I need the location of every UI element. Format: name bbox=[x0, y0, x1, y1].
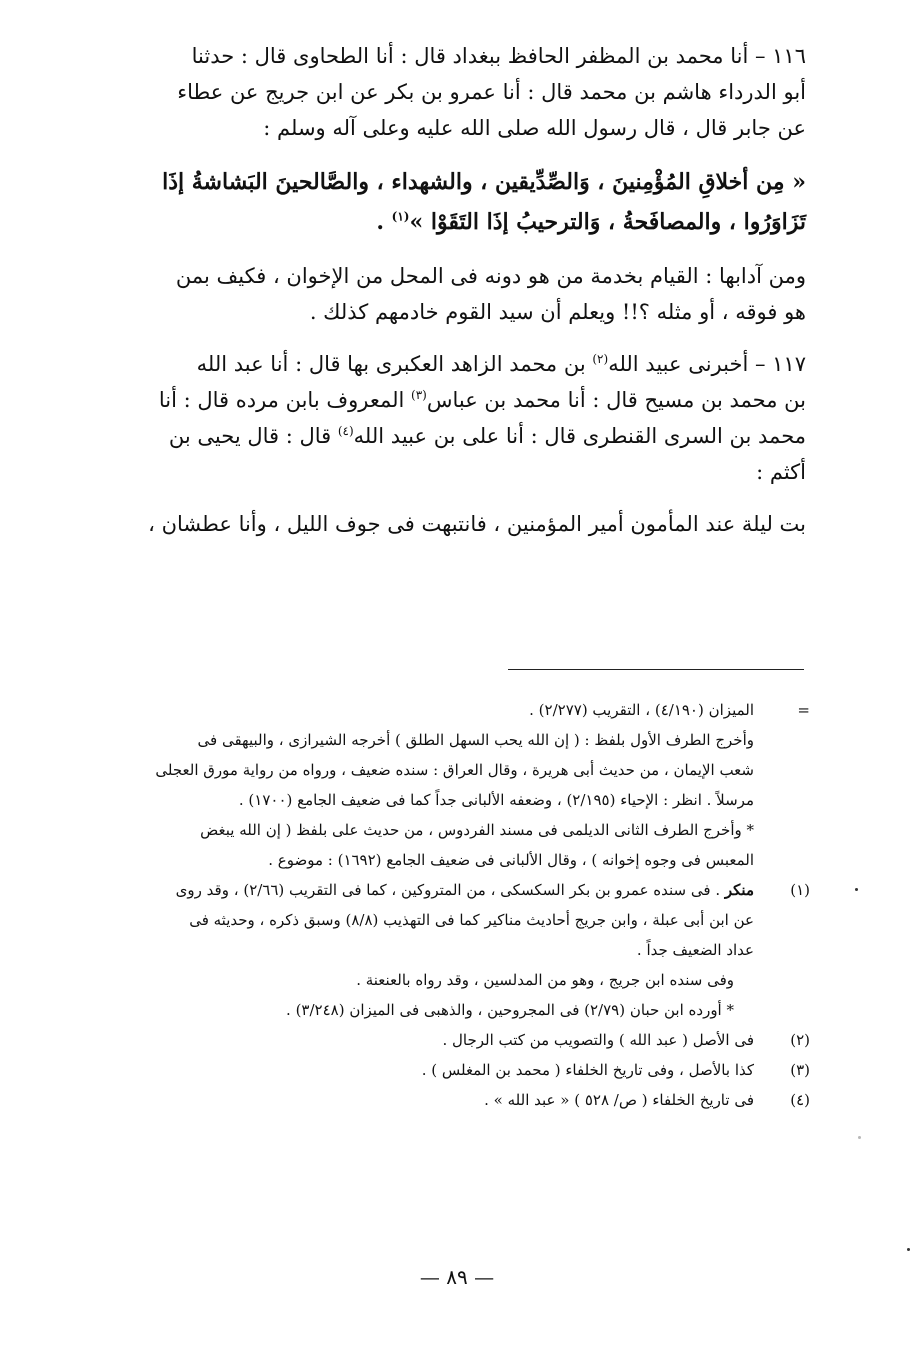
scan-speck bbox=[907, 1248, 910, 1251]
footnote-ref-4: (٤) bbox=[337, 424, 354, 438]
footnote-number: (٢) bbox=[790, 1031, 810, 1049]
line: ومن آدابها : القيام بخدمة من هو دونه فى المحل من الإخوان ، فكيف بمن bbox=[175, 264, 806, 288]
footnote-1-c: * أورده ابن حبان (٢/٧٩) فى المجروحين ، والذهبى فى الميزان (٣/٢٤٨) . bbox=[286, 1001, 734, 1019]
footnote-1-b: وفى سنده ابن جريج ، وهو من المدلسين ، وقد رواه بالعنعنة . bbox=[356, 971, 734, 989]
footnote-continued bbox=[92, 695, 810, 725]
scan-speck bbox=[855, 888, 858, 891]
line: تَزَاوَرُوا ، والمصافَحةُ ، وَالترحيبُ إذَا التَقَوْا » bbox=[409, 209, 806, 235]
footnote-continued-2 bbox=[92, 725, 810, 815]
footnote-text: كذا بالأصل ، وفى تاريخ الخلفاء ( محمد بن المغلس ) . bbox=[421, 1061, 754, 1079]
text: ١١٧ – أخبرنى عبيد الله bbox=[608, 352, 806, 376]
line: عن ابن أبى عبلة ، وابن جريج أحاديث مناكير كما فى التهذيب (٨/٨) وسبق ذكره ، وحديثه فى bbox=[189, 911, 754, 929]
text: قال : قال يحيى بن bbox=[168, 424, 338, 448]
line: أبو الدرداء هاشم بن محمد قال : أنا عمرو بن بكر عن ابن جريج عن عطاء bbox=[177, 80, 806, 104]
paragraph-117 bbox=[106, 346, 806, 490]
footnote-separator bbox=[508, 669, 804, 670]
line: عن جابر قال ، قال رسول الله صلى الله عليه وعلى آله وسلم : bbox=[263, 116, 806, 140]
last-paragraph: بت ليلة عند المأمون أمير المؤمنين ، فانتبهت فى جوف الليل ، وأنا عطشان ، bbox=[148, 512, 806, 536]
footnote-1 bbox=[92, 875, 810, 965]
line: شعب الإيمان ، من حديث أبى هريرة ، وقال العراق : سنده ضعيف ، ورواه من رواية مورق العجلى bbox=[155, 761, 754, 779]
line: المعبس فى وجوه إخوانه ) ، وقال الألبانى فى ضعيف الجامع (١٦٩٢) : موضوع . bbox=[268, 851, 754, 869]
page-number: — ٨٩ — bbox=[419, 1265, 495, 1289]
line: مرسلاً . انظر : الإحياء (٢/١٩٥) ، وضعفه الألبانى جداً كما فى ضعيف الجامع (١٧٠٠) . bbox=[238, 791, 754, 809]
text: المعروف بابن مرده قال : أنا bbox=[158, 388, 412, 412]
footnote-text: فى تاريخ الخلفاء ( ص/ ٥٢٨ ) « عبد الله » . bbox=[484, 1091, 754, 1109]
footnote-ref-3: (٣) bbox=[411, 388, 427, 402]
line: « مِن أخلاقِ المُؤْمِنينَ ، وَالصِّدِّيقين ، والشهداء ، والصَّالحينَ البَشاشةُ إذَا bbox=[162, 169, 806, 195]
footnote-3 bbox=[92, 1055, 810, 1085]
footnote-text bbox=[92, 875, 754, 965]
text: بن محمد بن مسيح قال : أنا محمد بن عباس bbox=[426, 388, 806, 412]
text: محمد بن السرى القنطرى قال : أنا على بن عبيد الله bbox=[353, 424, 806, 448]
footnotes bbox=[92, 695, 810, 1115]
main-text bbox=[106, 38, 806, 542]
paragraph-116 bbox=[106, 38, 806, 146]
footnote-continued-3 bbox=[92, 815, 810, 875]
footnote-ref-1: (١) bbox=[391, 209, 410, 224]
footnote-number: (٤) bbox=[790, 1091, 810, 1109]
line: . فى سنده عمرو بن بكر السكسكى ، من المتروكين ، كما فى التقريب (٢/٦٦) ، وقد روى bbox=[175, 881, 725, 899]
hadith-text: « مِن أخلاقِ المُؤْمِنينَ ، وَالصِّدِّيقين ، والشهداء ، والصَّالحينَ البَشاشةُ إذَا تَزَاوَرُوا ، والمصافَحةُ ، وَالترحيبُ إذَا التَقَوْا »$^{(١)}$ . bbox=[162, 169, 806, 235]
continuation-mark: = bbox=[797, 701, 810, 719]
footnote-text: فى الأصل ( عبد الله ) والتصويب من كتب الرجال . bbox=[442, 1031, 754, 1049]
verdict: منكر bbox=[724, 881, 754, 899]
footnote-number: (١) bbox=[790, 881, 810, 899]
footnote-4 bbox=[92, 1085, 810, 1115]
footnote-number: (٣) bbox=[790, 1061, 810, 1079]
scan-speck bbox=[858, 1136, 861, 1139]
adab-paragraph bbox=[106, 258, 806, 330]
line: وأخرج الطرف الأول بلفظ : ( إن الله يحب السهل الطلق ) أخرجه الشيرازى ، والبيهقى فى bbox=[197, 731, 754, 749]
line: عداد الضعيف جداً . bbox=[636, 941, 754, 959]
text: بن محمد الزاهد العكبرى بها قال : أنا عبد الله bbox=[196, 352, 593, 376]
line: ١١٦ – أنا محمد بن المظفر الحافظ ببغداد قال : أنا الطحاوى قال : حدثنا bbox=[191, 44, 806, 68]
footnote-ref-2: (٢) bbox=[592, 352, 609, 366]
footnote-text: الميزان (٤/١٩٠) ، التقريب (٢/٢٧٧) . bbox=[529, 701, 754, 719]
footnote-2 bbox=[92, 1025, 810, 1055]
text: أكثم : bbox=[756, 460, 806, 484]
line: هو فوقه ، أو مثله ؟!! ويعلم أن سيد القوم خادمهم كذلك . bbox=[309, 300, 806, 324]
line: * وأخرج الطرف الثانى الديلمى فى مسند الفردوس ، من حديث على بلفظ ( إن الله يبغض bbox=[200, 821, 754, 839]
